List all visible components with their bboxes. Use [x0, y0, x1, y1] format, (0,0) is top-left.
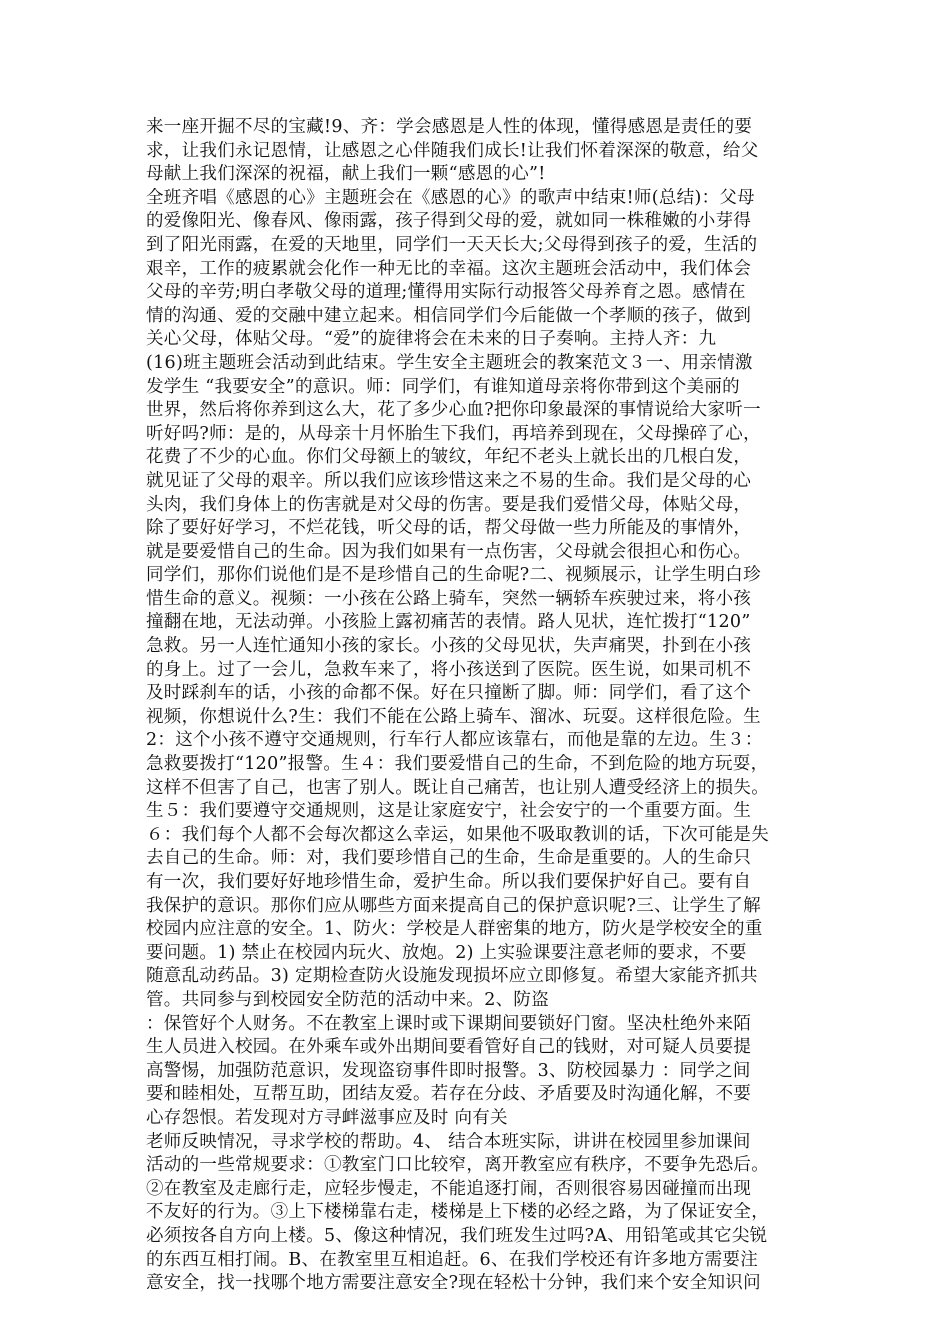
text-line: 急救。另一人连忙通知小孩的家长。小孩的父母见状，失声痛哭，扑到在小孩	[146, 636, 752, 657]
text-line: 高警惕，加强防范意识，发现盗窃事件即时报警。3、防校园暴力 ：同学之间	[146, 1060, 751, 1081]
text-line: 要和睦相处，互帮互助，团结友爱。若存在分歧、矛盾要及时沟通化解，不要	[146, 1084, 752, 1105]
text-line: 艰辛，工作的疲累就会化作一种无比的幸福。这次主题班会活动中，我们体会	[146, 258, 752, 279]
text-line: 生５：我们要遵守交通规则，这是让家庭安宁，社会安宁的一个重要方面。生	[146, 801, 752, 822]
text-line: 同学们，那你们说他们是不是珍惜自己的生命呢?二、视频展示，让学生明白珍	[146, 565, 761, 586]
text-line: 发学生 “我要安全”的意识。师：同学们，有谁知道母亲将你带到这个美丽的	[146, 376, 740, 397]
text-line: 情的沟通、爱的交融中建立起来。相信同学们今后能做一个孝顺的孩子，做到	[146, 305, 752, 326]
text-line: 求，让我们永记恩情，让感恩之心伴随我们成长!让我们怀着深深的敬意，给父	[146, 140, 759, 161]
text-line: 去自己的生命。师：对，我们要珍惜自己的生命，生命是重要的。人的生命只	[146, 848, 752, 869]
text-line: 我保护的意识。那你们应从哪些方面来提高自己的保护意识呢?三、让学生了解	[146, 895, 761, 916]
text-line: 校园内应注意的安全。1、防火：学校是人群密集的地方，防火是学校安全的重	[146, 919, 763, 940]
text-line: 随意乱动药品。3) 定期检查防火设施发现损坏应立即修复。希望大家能齐抓共	[146, 966, 758, 987]
text-line: 的身上。过了一会儿，急救车来了，将小孩送到了医院。医生说，如果司机不	[146, 659, 752, 680]
text-line: 父母的辛劳;明白孝敬父母的道理;懂得用实际行动报答父母养育之恩。感情在	[146, 282, 746, 303]
text-line: 世界，然后将你养到这么大，花了多少心血?把你印象最深的事情说给大家听一	[146, 400, 761, 421]
text-line: 必须按各自方向上楼。5、像这种情况，我们班发生过吗?A、用铅笔或其它尖锐	[146, 1225, 768, 1246]
text-line: 2：这个小孩不遵守交通规则，行车行人都应该靠右，而他是靠的左边。生３：	[146, 730, 763, 751]
text-line: 惜生命的意义。视频：一小孩在公路上骑车，突然一辆轿车疾驶过来，将小孩	[146, 588, 752, 609]
text-line: 到了阳光雨露，在爱的天地里，同学们一天天长大;父母得到孩子的爱，生活的	[146, 234, 758, 255]
text-line: 急救要拨打“120”报警。生４：我们要爱惜自己的生命，不到危险的地方玩耍，	[146, 754, 769, 775]
text-line: 就是要爱惜自己的生命。因为我们如果有一点伤害，父母就会很担心和伤心。	[146, 541, 752, 562]
text-line: 生人员进入校园。在外乘车或外出期间要看管好自己的钱财，对可疑人员要提	[146, 1037, 752, 1058]
body-text	[146, 116, 806, 1296]
text-line: 头肉，我们身体上的伤害就是对父母的伤害。要是我们爱惜父母，体贴父母，	[146, 494, 752, 515]
text-line: 就见证了父母的艰辛。所以我们应该珍惜这来之不易的生命。我们是父母的心	[146, 470, 752, 491]
text-line: 这样不但害了自己，也害了别人。既让自己痛苦，也让别人遭受经济上的损失。	[146, 777, 769, 798]
text-line: 意安全，找一找哪个地方需要注意安全?现在轻松十分钟，我们来个安全知识问	[146, 1273, 761, 1294]
text-line: 关心父母，体贴父母。“爱”的旋律将会在未来的日子奏响。主持人齐：九	[146, 329, 717, 350]
text-line: 母献上我们深深的祝福，献上我们一颗“感恩的心”!	[146, 164, 546, 185]
text-line: 全班齐唱《感恩的心》主题班会在《感恩的心》的歌声中结束!师(总结)：父母	[146, 187, 755, 208]
text-line: 的东西互相打闹。B、在教室里互相追赶。6、在我们学校还有许多地方需要注	[146, 1249, 758, 1270]
text-line: 的爱像阳光、像春风、像雨露，孩子得到父母的爱，就如同一株稚嫩的小芽得	[146, 211, 752, 232]
text-line: 来一座开掘不尽的宝藏!9、齐：学会感恩是人性的体现，懂得感恩是责任的要	[146, 117, 753, 137]
text-line: 有一次，我们要好好地珍惜生命，爱护生命。所以我们要保护好自己。要有自	[146, 872, 752, 892]
text-line: 要问题。1) 禁止在校园内玩火、放炮。2) 上实验课要注意老师的要求，不要	[146, 942, 747, 963]
text-line: 老师反映情况，寻求学校的帮助。4、 结合本班实际，讲讲在校园里参加课间	[146, 1131, 751, 1152]
text-line: 及时踩刹车的话，小孩的命都不保。好在只撞断了脚。师：同学们，看了这个	[146, 683, 752, 704]
text-line: 除了要好好学习，不烂花钱，听父母的话，帮父母做一些力所能及的事情外，	[146, 518, 752, 539]
text-line: 听好吗?师：是的，从母亲十月怀胎生下我们，再培养到现在，父母操碎了心，	[146, 423, 761, 444]
text-line: (16)班主题班会活动到此结束。学生安全主题班会的教案范文３一、用亲情激	[146, 352, 753, 373]
text-line: ６：我们每个人都不会每次都这么幸运，如果他不吸取教训的话，下次可能是失	[146, 824, 769, 845]
text-line: 管。共同参与到校园安全防范的活动中来。2、防盗	[146, 989, 550, 1010]
text-line: 视频，你想说什么?生：我们不能在公路上骑车、溜冰、玩耍。这样很危险。生	[146, 706, 761, 727]
text-line: 活动的一些常规要求：①教室门口比较窄，离开教室应有秩序，不要争先恐后。	[146, 1155, 769, 1176]
text-line: ②在教室及走廊行走，应轻步慢走，不能追逐打闹，否则很容易因碰撞而出现	[146, 1178, 752, 1199]
text-line: 不友好的行为。③上下楼梯靠右走，楼梯是上下楼的必经之路，为了保证安全，	[146, 1202, 769, 1223]
text-line: 撞翻在地，无法动弹。小孩脸上露初痛苦的表情。路人见状，连忙拨打“120”	[146, 612, 751, 633]
text-line: ：保管好个人财务。不在教室上课时或下课期间要锁好门窗。坚决杜绝外来陌	[146, 1013, 752, 1034]
text-line: 花费了不少的心血。你们父母额上的皱纹，年纪不老头上就长出的几根白发，	[146, 447, 752, 468]
text-line: 心存怨恨。若发现对方寻衅滋事应及时 向有关	[146, 1107, 508, 1128]
